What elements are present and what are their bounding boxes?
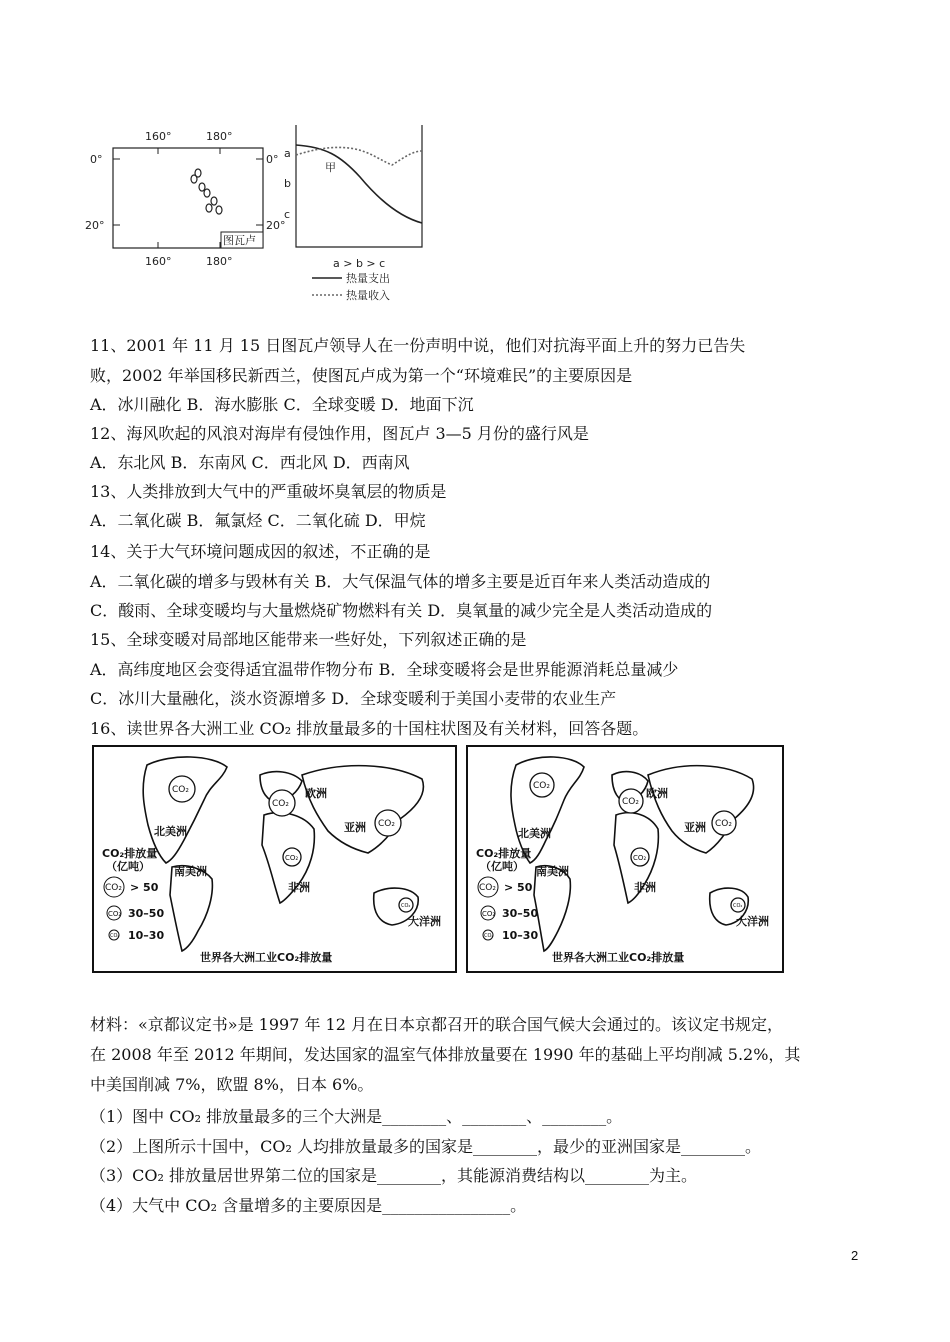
label-asia-2: 亚洲 bbox=[684, 821, 706, 834]
q15-options-ab: A．高纬度地区会变得适宜温带作物分布 B．全球变暖将会是世界能源消耗总量减少 bbox=[90, 660, 679, 679]
label-europe-2: 欧洲 bbox=[646, 787, 668, 800]
subq-3: （3）CO₂ 排放量居世界第二位的国家是________，其能源消费结构以________为主。 bbox=[90, 1166, 698, 1185]
legend-heat-income: 热量收入 bbox=[346, 289, 390, 302]
q16-stem: 16、读世界各大洲工业 CO₂ 排放量最多的十国柱状图及有关材料，回答各题。 bbox=[90, 719, 649, 738]
label-south-america-2: 南美洲 bbox=[536, 865, 569, 878]
graph-label-a: a bbox=[284, 147, 291, 160]
heat-graph bbox=[284, 125, 422, 302]
lat-label-right-0: 0° bbox=[266, 153, 279, 166]
svg-text:CO₂: CO₂ bbox=[715, 819, 732, 829]
svg-text:（亿吨）: （亿吨） bbox=[106, 860, 150, 873]
svg-text:CO₂: CO₂ bbox=[479, 883, 496, 893]
svg-text:（亿吨）: （亿吨） bbox=[480, 860, 524, 873]
svg-text:CO₂排放量: CO₂排放量 bbox=[102, 847, 158, 860]
q11-options: A．冰川融化 B．海水膨胀 C．全球变暖 D．地面下沉 bbox=[90, 395, 474, 414]
svg-text:CO₂: CO₂ bbox=[401, 903, 411, 909]
svg-text:30–50: 30–50 bbox=[128, 907, 165, 920]
material-line3: 中美国削减 7%，欧盟 8%，日本 6%。 bbox=[90, 1075, 374, 1094]
lat-label-left-20: 20° bbox=[85, 219, 105, 232]
world-map-right bbox=[466, 745, 784, 973]
label-north-america-2: 北美洲 bbox=[518, 827, 551, 840]
svg-text:CO₂: CO₂ bbox=[172, 785, 189, 795]
svg-text:CO₂: CO₂ bbox=[533, 781, 550, 791]
svg-text:CO₂: CO₂ bbox=[272, 799, 289, 809]
graph-note: a > b > c bbox=[333, 257, 386, 270]
material-line2: 在 2008 年至 2012 年期间，发达国家的温室气体排放量要在 1990 年的基础上平均削减 5.2%，其 bbox=[90, 1045, 801, 1064]
svg-text:CO₂: CO₂ bbox=[733, 903, 743, 909]
tuvalu-islands bbox=[191, 169, 222, 214]
q15-options-cd: C．冰川大量融化，淡水资源增多 D．全球变暖利于美国小麦带的农业生产 bbox=[90, 689, 617, 708]
map-title: 世界各大洲工业CO₂排放量 bbox=[200, 951, 333, 964]
label-south-america: 南美洲 bbox=[174, 865, 207, 878]
svg-text:10–30: 10–30 bbox=[502, 929, 539, 942]
q14-options-ab: A．二氧化碳的增多与毁林有关 B．大气保温气体的增多主要是近百年来人类活动造成的 bbox=[90, 572, 711, 591]
lon-label-top-160: 160° bbox=[145, 130, 172, 143]
tuvalu-figure bbox=[80, 115, 440, 310]
label-africa: 非洲 bbox=[288, 881, 310, 894]
label-asia: 亚洲 bbox=[344, 821, 366, 834]
svg-text:CO₂: CO₂ bbox=[105, 883, 122, 893]
lon-label-bottom-180: 180° bbox=[206, 255, 233, 268]
lat-label-left-0: 0° bbox=[90, 153, 103, 166]
svg-text:CO₂: CO₂ bbox=[633, 854, 647, 862]
svg-text:CO₂: CO₂ bbox=[110, 933, 120, 939]
label-oceania-2: 大洋洲 bbox=[736, 915, 769, 928]
label-oceania: 大洋洲 bbox=[408, 915, 441, 928]
q12-stem: 12、海风吹起的风浪对海岸有侵蚀作用，图瓦卢 3—5 月份的盛行风是 bbox=[90, 424, 589, 443]
subq-4: （4）大气中 CO₂ 含量增多的主要原因是________________。 bbox=[90, 1196, 527, 1215]
lat-label-right-20: 20° bbox=[266, 219, 286, 232]
subq-1: （1）图中 CO₂ 排放量最多的三个大洲是________、________、________。 bbox=[90, 1107, 623, 1126]
legend-heat-expenditure: 热量支出 bbox=[346, 272, 390, 285]
q13-stem: 13、人类排放到大气中的严重破坏臭氧层的物质是 bbox=[90, 482, 447, 501]
q13-options: A．二氧化碳 B．氟氯烃 C．二氧化硫 D．甲烷 bbox=[90, 511, 426, 530]
svg-text:10–30: 10–30 bbox=[128, 929, 165, 942]
graph-label-b: b bbox=[284, 177, 291, 190]
svg-text:CO₂: CO₂ bbox=[378, 819, 395, 829]
graph-marker-jia: 甲 bbox=[325, 161, 336, 174]
page-number: 2 bbox=[851, 1248, 859, 1263]
q14-stem: 14、关于大气环境问题成因的叙述，不正确的是 bbox=[90, 542, 431, 561]
map-title-2: 世界各大洲工业CO₂排放量 bbox=[552, 951, 685, 964]
subq-2: （2）上图所示十国中，CO₂ 人均排放量最多的国家是________，最少的亚洲国家是________。 bbox=[90, 1137, 762, 1156]
tuvalu-label: 图瓦卢 bbox=[223, 234, 256, 247]
svg-text:> 50: > 50 bbox=[504, 881, 533, 894]
svg-text:CO₂: CO₂ bbox=[108, 910, 122, 918]
q15-stem: 15、全球变暖对局部地区能带来一些好处，下列叙述正确的是 bbox=[90, 630, 527, 649]
lon-label-bottom-160: 160° bbox=[145, 255, 172, 268]
q12-options: A．东北风 B．东南风 C．西北风 D．西南风 bbox=[90, 453, 410, 472]
lon-label-top-180: 180° bbox=[206, 130, 233, 143]
svg-text:CO₂: CO₂ bbox=[285, 854, 299, 862]
tuvalu-map bbox=[85, 130, 286, 268]
heat-expenditure-line bbox=[296, 145, 422, 223]
graph-label-c: c bbox=[284, 208, 291, 221]
material-line1: 材料：«京都议定书»是 1997 年 12 月在日本京都召开的联合国气候大会通过的。该议定书规定， bbox=[90, 1015, 784, 1034]
svg-text:> 50: > 50 bbox=[130, 881, 159, 894]
q14-options-cd: C．酸雨、全球变暖均与大量燃烧矿物燃料有关 D．臭氧量的减少完全是人类活动造成的 bbox=[90, 601, 713, 620]
svg-text:CO₂: CO₂ bbox=[484, 933, 494, 939]
label-north-america: 北美洲 bbox=[154, 825, 187, 838]
q11-line1: 11、2001 年 11 月 15 日图瓦卢领导人在一份声明中说，他们对抗海平面上升的努力已告失 bbox=[90, 336, 746, 355]
heat-income-line bbox=[296, 147, 422, 165]
label-europe: 欧洲 bbox=[305, 787, 327, 800]
q11-line2: 败，2002 年举国移民新西兰，使图瓦卢成为第一个“环境难民”的主要原因是 bbox=[90, 366, 633, 385]
svg-text:CO₂: CO₂ bbox=[482, 910, 496, 918]
svg-text:CO₂排放量: CO₂排放量 bbox=[476, 847, 532, 860]
world-map-left bbox=[92, 745, 457, 973]
label-africa-2: 非洲 bbox=[634, 881, 656, 894]
svg-text:30–50: 30–50 bbox=[502, 907, 539, 920]
svg-text:CO₂: CO₂ bbox=[622, 797, 639, 807]
